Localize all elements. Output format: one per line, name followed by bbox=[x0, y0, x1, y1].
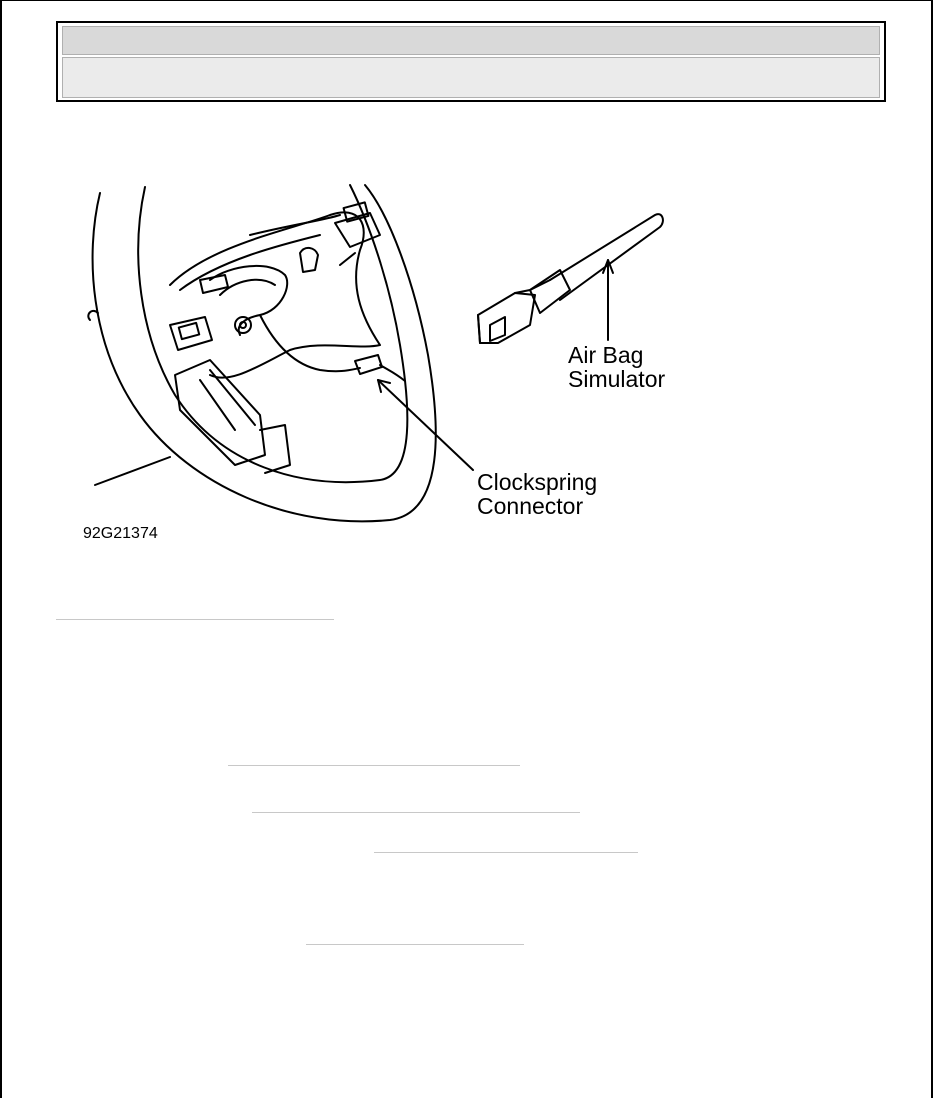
air-bag-simulator-plug bbox=[530, 270, 570, 313]
placeholder-line-1 bbox=[228, 765, 520, 766]
separator-rule bbox=[56, 619, 334, 620]
clockspring-label-line2: Connector bbox=[477, 493, 584, 520]
document-header bbox=[56, 21, 886, 102]
placeholder-line-4 bbox=[306, 944, 524, 945]
clockspring-connector-label bbox=[477, 470, 597, 518]
air-bag-simulator-body bbox=[550, 214, 663, 300]
switch-pod-left bbox=[170, 317, 212, 350]
air-bag-label-line1: Air Bag bbox=[568, 342, 644, 368]
placeholder-line-3 bbox=[374, 852, 638, 853]
clockspring-leader bbox=[378, 380, 473, 470]
figure-code: 92G21374 bbox=[83, 525, 158, 542]
wheel-hub bbox=[170, 212, 380, 377]
clockspring-label-line1: Clockspring bbox=[477, 469, 598, 495]
placeholder-line-2 bbox=[252, 812, 580, 813]
clockspring-connector bbox=[355, 355, 382, 374]
steering-column bbox=[95, 457, 170, 485]
air-bag-label-line2: Simulator bbox=[568, 366, 666, 393]
air-bag-simulator-label bbox=[568, 343, 665, 391]
header-subtitle-bar bbox=[62, 57, 880, 98]
header-title-bar bbox=[62, 26, 880, 55]
